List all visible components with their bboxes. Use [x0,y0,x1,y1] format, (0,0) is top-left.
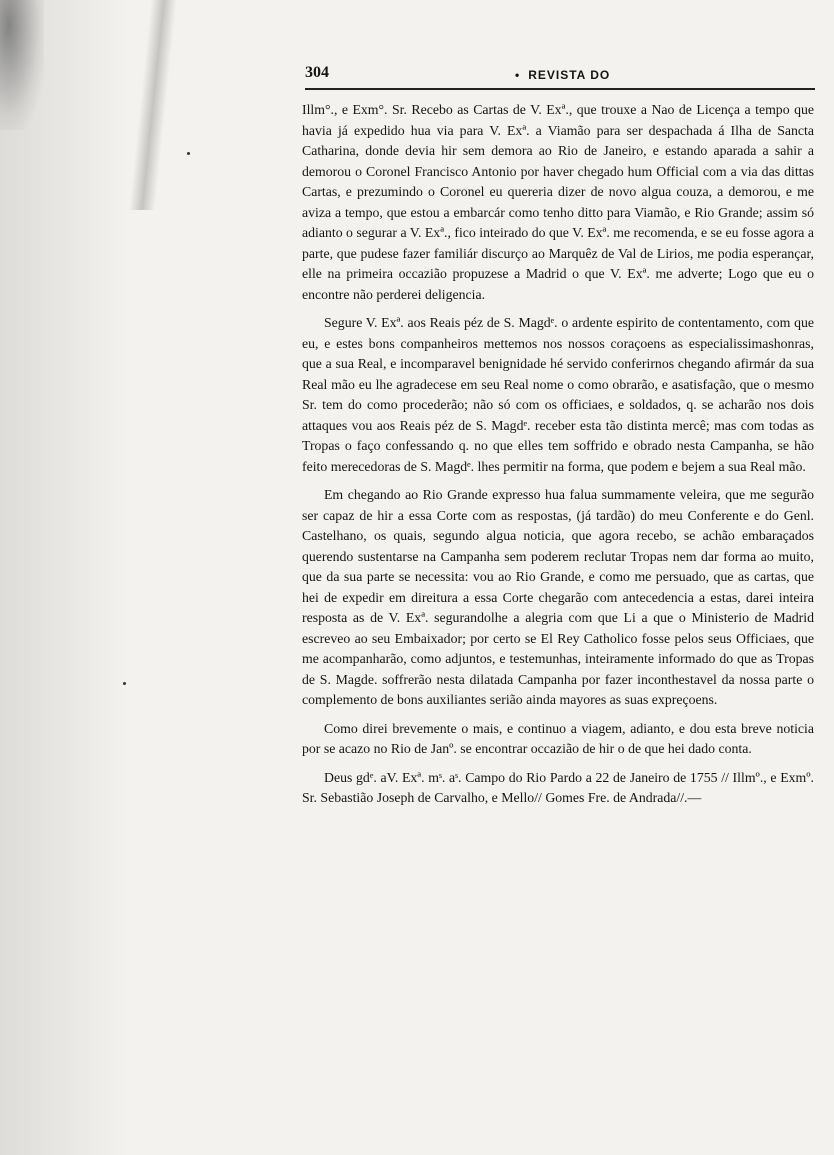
scan-corner-artifact [0,0,44,130]
header-rule [305,88,815,90]
header-bullet: • [515,68,521,82]
page-number: 304 [305,64,329,81]
paragraph: Em chegando ao Rio Grande expresso hua falua summamente veleira, que me segurão ser capaz de hir a essa Corte com as respostas, (já tardão) do meu Conferente e do Genl. Castelhano, os quais, segundo algua noticia, que agora recebo, se achão embaraçados querendo sustentarse na Campanha sem poderem reclutar Tropas nem dar forma ao muito, que da sua parte se necessita: vou ao Rio Grande, e como me persuado, que as cartas, que hei de expedir em direitura a essa Corte chegarão com antecedencia a estas, darei inteira resposta as de V. Exª. segurandolhe a alegria com que Li a que o Ministerio de Madrid escreveo ao seu Embaixador; por certo se El Rey Catholico fosse pelos seus Officiaes, que me acompanharão, como adjuntos, e testemunhas, inteiramente informado do que as Tropas de S. Magde. soffrerão nesta dilatada Campanha por fazer inconthestavel da nossa parte o complemento de bons auxiliantes serião ainda mayores as suas expreçoens. [302,487,814,707]
paragraph: Segure V. Exª. aos Reais péz de S. Magdᵉ. o ardente espirito de contentamento, com que eu, e estes bons companheiros mettemos nos nossos coraçoens as especialissimashonras, que a sua Real, e incomparavel benignidade hé servido conferirnos chegando afirmár da sua Real mão eu lhe agradecese em seu Real nome o como obrarão, e asatisfação, que o mesmo Sr. tem do como procederão; não só com os officiaes, e soldados, q. se acharão nos dois attaques vou aos Reais péz de S. Magdᵉ. receber esta tão distinta mercê; mas com todas as Tropas o faço confessando q. no que elles tem soffrido e obrado nesta Campanha, se hão feito merecedoras de S. Magdᵉ. lhes permitir na forma, que podem e bejem a sua Real mão. [302,315,814,474]
paragraph: Como direi brevemente o mais, e continuo a viagem, adianto, e dou esta breve noticia por se acazo no Rio de Janº. se encontrar occazião de hir o de que hei dado conta. [302,720,814,756]
paragraph: Illm°., e Exm°. Sr. Recebo as Cartas de V. Exª., que trouxe a Nao de Licença a tempo que havia já expedido hua via para V. Exª. a Viamão para ser despachada á Ilha de Sancta Catharina, donde devia hir sem demora ao Rio de Janeiro, e estando aparada a sahir a demorou o Coronel Francisco Antonio por haver chegado hum Official com a via das dittas Cartas, e prezumindo o Coronel eu quereria dizer de novo algua couza, a demorou, e me aviza a tempo, que estou a embarcár como tenho ditto para Viamão, e Rio Grande; assim só adianto o segurar a V. Exª., fico inteirado do que V. Exª. me recomenda, e se eu fosse agora a parte, que pudese fazer familiár discurço ao Marquêz de Val de Lirios, me podia esperançar, elle na primeira occazião propuzese a Madrid o que V. Exª. me adverte; Logo que eu o encontre não perderei deligencia. [302,102,814,302]
running-title-text: REVISTA DO [528,68,611,82]
page-header [305,64,815,88]
running-title [515,68,610,82]
scan-speck [187,152,190,155]
closing-paragraph: Deus gdᵉ. aV. Exª. mˢ. aˢ. Campo do Rio Pardo a 22 de Janeiro de 1755 // Illmº., e Exmº. Sr. Sebastião Joseph de Carvalho, e Mello// Gomes Fre. de Andrada//.— [302,769,814,805]
letter-body [302,100,814,817]
scan-edge-shadow [0,0,130,1155]
scan-fold-line [129,0,177,210]
scan-speck [123,682,126,685]
